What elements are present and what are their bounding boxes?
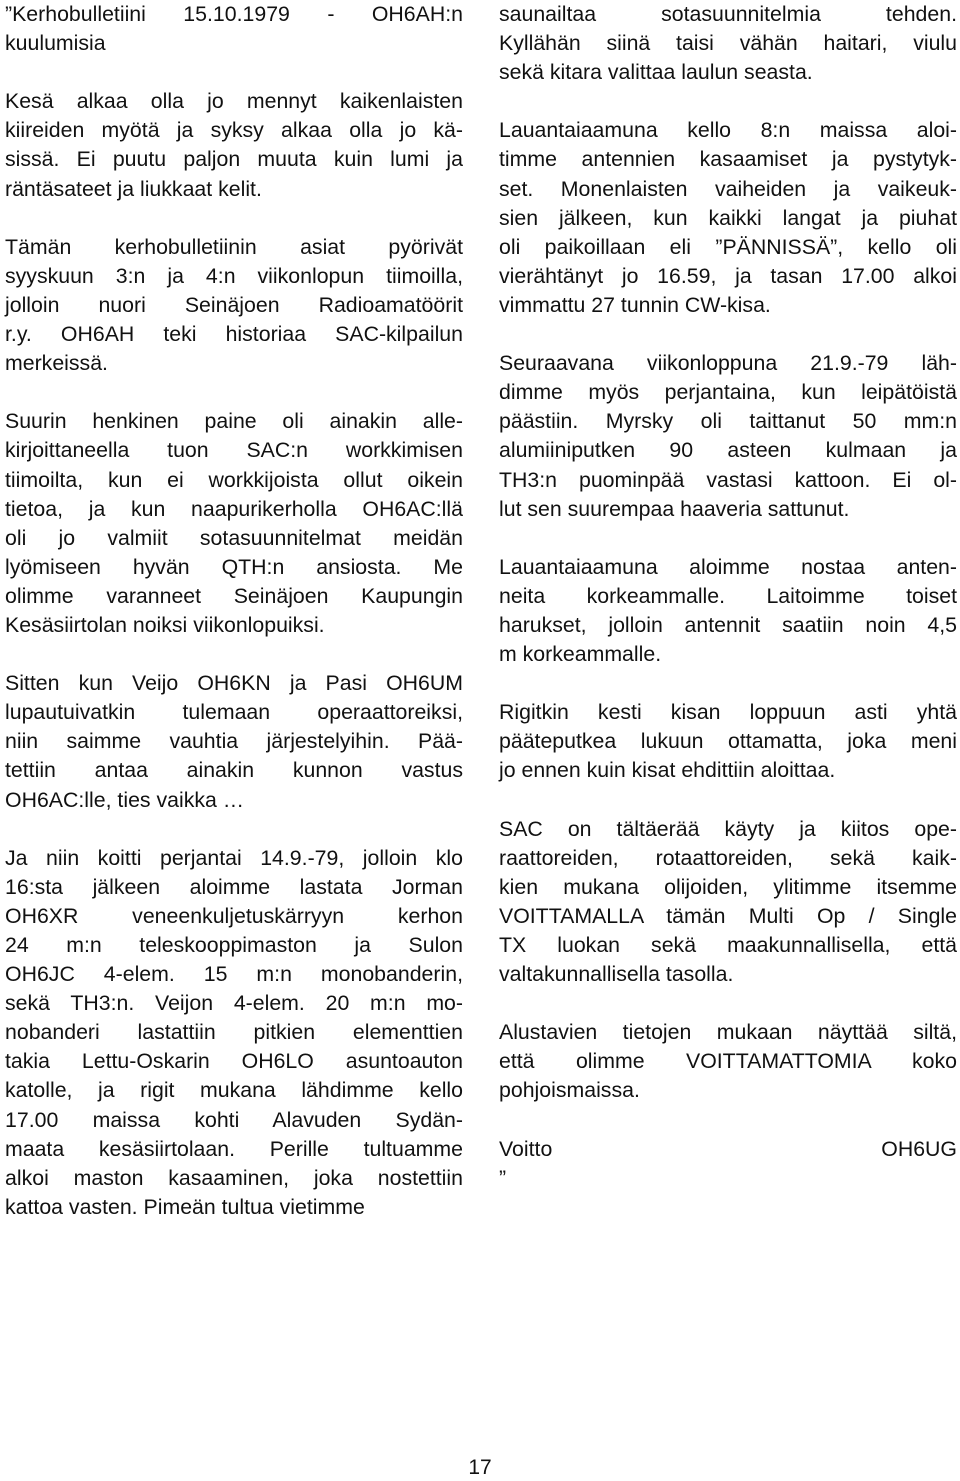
page-number: 17: [468, 1456, 492, 1479]
text-line: SAC on tältäerää käyty ja kiitos ope-: [499, 816, 957, 841]
text-line: Voitto OH6UG: [499, 1136, 957, 1161]
text-line: oli paikoillaan eli ”PÄNNISSÄ”, kello oli: [499, 234, 957, 259]
text-line: ”Kerhobulletiini 15.10.1979 - OH6AH:n: [5, 2, 463, 26]
text-line: takia Lettu-Oskarin OH6LO asuntoauton: [5, 1049, 463, 1074]
paragraph-gap: [499, 989, 957, 1018]
text-line: Rigitkin kesti kisan loppuun asti yhtä: [499, 700, 957, 725]
text-line: Alustavien tietojen mukaan näyttää siltä,: [499, 1020, 957, 1045]
text-line: kattoa vasten. Pimeän tultua vietimme: [5, 1194, 365, 1219]
text-line: syyskuun 3:n ja 4:n viikonlopun tiimoilla,: [5, 263, 463, 288]
paragraph-gap: [5, 378, 463, 407]
text-line: TX luokan sekä maakunnallisella, että: [499, 933, 957, 957]
text-line: että olimme VOITTAMATTOMIA koko: [499, 1049, 957, 1074]
paragraph: [499, 1135, 957, 1193]
text-line: maata kesäsiirtolaan. Perille tultuamme: [5, 1136, 463, 1161]
paragraph: [499, 553, 957, 669]
text-line: 16:sta jälkeen aloimme lastata Jorman: [5, 874, 463, 899]
text-line: lyömiseen hyvän QTH:n ansiosta. Me: [5, 554, 463, 579]
paragraph-gap: [499, 87, 957, 116]
text-line: Seuraavana viikonloppuna 21.9.-79 läh-: [499, 351, 957, 376]
text-line: OH6JC 4-elem. 15 m:n monobanderin,: [5, 962, 463, 987]
text-line: päästiin. Myrsky oli taittanut 50 mm:n: [499, 409, 957, 434]
text-line: merkeissä.: [5, 351, 108, 376]
text-line: niin saimme vauhtia järjestelyihin. Pää-: [5, 729, 463, 754]
text-line: dimme myös perjantaina, kun leipätöistä: [499, 380, 957, 405]
paragraph-gap: [5, 815, 463, 844]
text-line: vierähtänyt jo 16.59, ja tasan 17.00 alkoi: [499, 263, 957, 288]
text-line: tettiin antaa ainakin kunnon vastus: [5, 758, 463, 783]
paragraph: [499, 698, 957, 785]
text-line: Lauantaiaamuna kello 8:n maissa aloi-: [499, 118, 957, 143]
paragraph: [499, 349, 957, 524]
paragraph: [499, 116, 957, 320]
text-line: r.y. OH6AH teki historiaa SAC-kilpailun: [5, 322, 463, 347]
text-line: 24 m:n teleskooppimaston ja Sulon: [5, 933, 463, 957]
paragraph: [499, 815, 957, 990]
paragraph-gap: [499, 320, 957, 349]
text-line: neita korkeammalle. Laitoimme toiset: [499, 583, 957, 608]
text-line: kiireiden myötä ja syksy alkaa olla jo kä-: [5, 118, 463, 143]
text-line: valtakunnallisella tasolla.: [499, 962, 734, 987]
text-line: olimme varanneet Seinäjoen Kaupungin: [5, 583, 463, 608]
paragraph-gap: [5, 640, 463, 669]
text-line: sekä TH3:n. Veijon 4-elem. 20 m:n mo-: [5, 991, 463, 1016]
text-line: sien jälkeen, kun kaikki langat ja piuhat: [499, 205, 957, 230]
text-line: ”: [499, 1165, 507, 1190]
paragraph: [499, 0, 957, 87]
paragraph: [5, 844, 463, 1222]
paragraph: [5, 669, 463, 814]
text-line: VOITTAMALLA tämän Multi Op / Single: [499, 903, 957, 928]
text-line: alkoi maston kasaaminen, joka nostettiin: [5, 1165, 463, 1190]
text-line: saunailtaa sotasuunnitelmia tehden.: [499, 2, 957, 26]
paragraph-gap: [499, 1106, 957, 1135]
text-line: jo ennen kuin kisat ehdittiin aloittaa.: [499, 758, 836, 783]
text-line: Kesäsiirtolan noiksi viikonlopuiksi.: [5, 612, 325, 637]
paragraph-gap: [5, 58, 463, 87]
text-line: Ja niin koitti perjantai 14.9.-79, jolloin klo: [5, 845, 463, 870]
paragraph: [499, 1018, 957, 1105]
text-line: harukset, jolloin antennit saatiin noin 4,5: [499, 612, 957, 637]
text-line: m korkeammalle.: [499, 642, 662, 667]
text-line: kirjoittaneella tuon SAC:n workkimisen: [5, 438, 463, 463]
text-line: katolle, ja rigit mukana lähdimme kello: [5, 1078, 463, 1103]
text-line: alumiiniputken 90 asteen kulmaan ja: [499, 438, 957, 463]
text-line: sekä kitara valittaa laulun seasta.: [499, 60, 813, 85]
text-line: pääteputkea lukuun ottamatta, joka meni: [499, 729, 957, 754]
text-line: vimmattu 27 tunnin CW-kisa.: [499, 292, 771, 317]
text-line: lut sen suurempaa haaveria sattunut.: [499, 496, 850, 521]
text-line: kien mukana olijoiden, ylitimme itsemme: [499, 874, 957, 899]
text-line: Sitten kun Veijo OH6KN ja Pasi OH6UM: [5, 671, 463, 696]
paragraph-gap: [5, 204, 463, 233]
text-line: raattoreiden, rotaattoreiden, sekä kaik-: [499, 845, 957, 870]
text-line: OH6AC:lle, ties vaikka …: [5, 787, 245, 812]
text-line: Suurin henkinen paine oli ainakin alle-: [5, 409, 463, 434]
text-line: oli jo valmiit sotasuunnitelmat meidän: [5, 525, 463, 550]
paragraph: [5, 87, 463, 203]
text-line: Lauantaiaamuna aloimme nostaa anten-: [499, 554, 957, 579]
text-line: jolloin nuori Seinäjoen Radioamatöörit: [5, 292, 463, 317]
text-line: Kesä alkaa olla jo mennyt kaikenlaisten: [5, 89, 463, 114]
text-line: lupautuivatkin tulemaan operaattoreiksi,: [5, 700, 463, 725]
paragraph-gap: [499, 524, 957, 553]
paragraph-gap: [499, 669, 957, 698]
paragraph: [5, 233, 463, 378]
text-line: timme antennien kasaamiset ja pystytyk-: [499, 147, 957, 172]
text-line: set. Monenlaisten vaiheiden ja vaikeuk-: [499, 176, 957, 201]
text-line: pohjoismaissa.: [499, 1078, 640, 1103]
paragraph: [5, 407, 463, 640]
right-text-column: [499, 0, 957, 1193]
text-line: tiimoilta, kun ei workkijoista ollut oikein: [5, 467, 463, 492]
text-line: kuulumisia: [5, 31, 106, 56]
text-line: 17.00 maissa kohti Alavuden Sydän-: [5, 1107, 463, 1132]
text-line: OH6XR veneenkuljetuskärryyn kerhon: [5, 903, 463, 928]
text-line: tietoa, ja kun naapurikerholla OH6AC:llä: [5, 496, 463, 521]
left-text-column: [5, 0, 463, 1222]
text-line: Kyllähän siinä taisi vähän haitari, viulu: [499, 31, 957, 56]
text-line: Tämän kerhobulletiinin asiat pyörivät: [5, 234, 463, 259]
text-line: nobanderi lastattiin pitkien elementtien: [5, 1020, 463, 1045]
paragraph-gap: [499, 786, 957, 815]
text-line: räntäsateet ja liukkaat kelit.: [5, 176, 262, 201]
paragraph: [5, 0, 463, 58]
text-line: sissä. Ei puutu paljon muuta kuin lumi ja: [5, 147, 463, 172]
text-line: TH3:n puominpää vastasi kattoon. Ei ol-: [499, 467, 957, 492]
